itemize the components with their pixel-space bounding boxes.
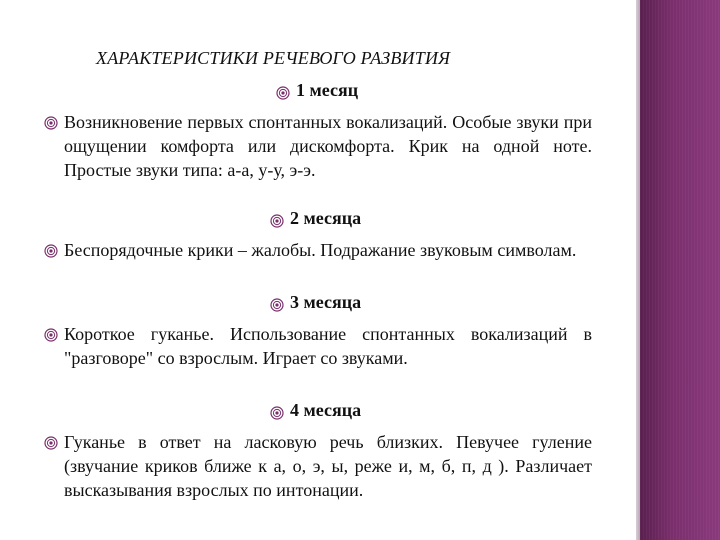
- bullet-ornament-icon: [270, 214, 284, 228]
- bullet-ornament-icon: [44, 328, 58, 342]
- section-heading-1-month: 1 месяц: [296, 80, 359, 100]
- bullet-ornament-icon: [276, 86, 290, 100]
- decorative-sidebar: [640, 0, 720, 540]
- section-heading-2-months: 2 месяца: [290, 208, 362, 228]
- section-text-3-months: Короткое гуканье. Использование спонтанных вокализаций в "разговоре" со взрослым. Играет со звуками.: [64, 324, 592, 368]
- bullet-ornament-icon: [44, 244, 58, 258]
- section-heading-3-months: 3 месяца: [290, 292, 362, 312]
- section-text-2-months: Беспорядочные крики – жалобы. Подражание звуковым символам.: [64, 240, 577, 260]
- bullet-ornament-icon: [270, 298, 284, 312]
- bullet-ornament-icon: [44, 116, 58, 130]
- section-text-1-month: Возникновение первых спонтанных вокализаций. Особые звуки при ощущении комфорта или дискомфорта. Крик на одной ноте. Простые звуки типа: а-а, у-у, э-э.: [64, 112, 592, 180]
- bullet-ornament-icon: [270, 406, 284, 420]
- section-heading-4-months: 4 месяца: [290, 400, 362, 420]
- slide-title: ХАРАКТЕРИСТИКИ РЕЧЕВОГО РАЗВИТИЯ: [96, 48, 451, 68]
- bullet-ornament-icon: [44, 436, 58, 450]
- section-text-4-months: Гуканье в ответ на ласковую речь близких. Певучее гуление (звучание криков ближе к а, о, э, ы, реже и, м, б, п, д ). Различает высказывания взрослых по интонации.: [64, 432, 592, 500]
